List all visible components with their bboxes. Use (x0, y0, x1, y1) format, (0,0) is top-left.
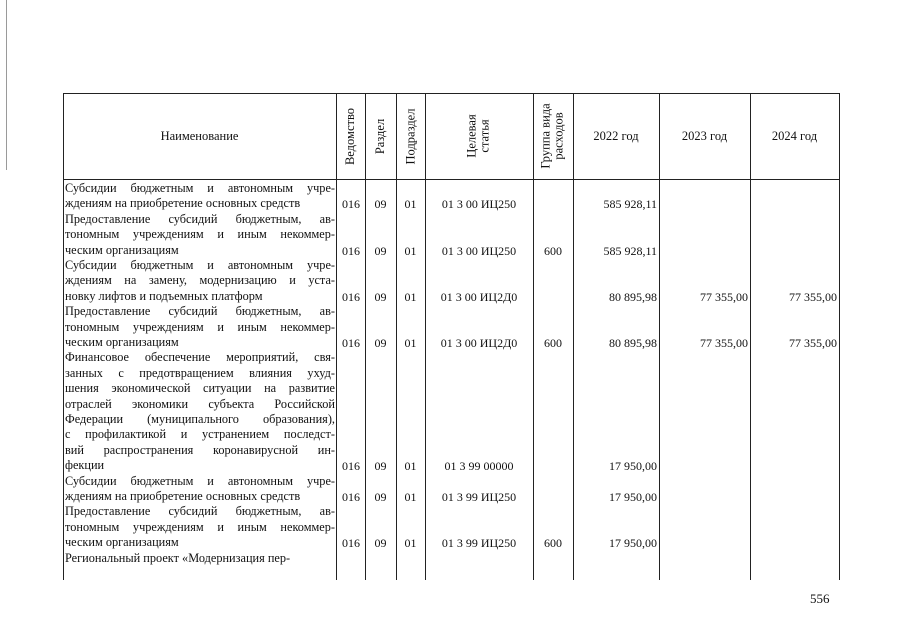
row-name-line: ждениям на замену, модернизацию и уста- (65, 273, 335, 288)
row-name-line: тономным учреждениям и иным некоммер- (65, 319, 335, 334)
header-razdel-text: Раздел (373, 118, 388, 154)
header-2022 (573, 93, 659, 179)
cell-expense-group: 600 (544, 336, 562, 350)
cell-razdel: 09 (374, 536, 387, 551)
cell-target-article: 01 3 99 00000 (444, 459, 514, 474)
header-cs (425, 93, 533, 179)
scan-edge-line (6, 0, 7, 170)
budget-table (63, 93, 840, 580)
cell-podrazdel: 01 (404, 459, 417, 474)
cell-2022: 585 928,11 (603, 197, 657, 212)
cell-2024: 77 355,00 (789, 336, 837, 350)
header-cs-line2: статья (478, 119, 492, 153)
row-name-line: ждениям на приобретение основных средств (65, 488, 301, 503)
page-number: 556 (810, 591, 830, 606)
header-podrazdel-text: Подраздел (403, 108, 417, 164)
row-name-line: Предоставление субсидий бюджетным, ав- (65, 504, 335, 519)
cell-target-article: 01 3 00 ИЦ250 (441, 243, 517, 258)
cell-razdel: 09 (374, 289, 387, 304)
header-ved (336, 93, 365, 179)
cell-razdel: 09 (374, 490, 387, 504)
row-name-line: ческим организациям (65, 242, 179, 257)
row-name-line: Региональный проект «Модернизация пер- (65, 550, 291, 565)
cell-podrazdel: 01 (404, 289, 417, 304)
row-name-line: тономным учреждениям и иным некоммер- (65, 227, 335, 242)
row-name (65, 212, 335, 258)
cell-ved: 016 (342, 336, 360, 350)
row-name (65, 350, 335, 473)
header-cs-line1: Целевая (465, 114, 479, 158)
cell-podrazdel: 01 (404, 336, 417, 350)
row-name-line: занных с предотвращением влияния ухуд- (65, 365, 335, 380)
cell-ved: 016 (342, 536, 360, 551)
cell-target-article: 01 3 00 ИЦ2Д0 (440, 336, 518, 350)
row-name-line: тономным учреждениям и иным некоммер- (65, 519, 335, 534)
header-cs-text (466, 114, 492, 157)
header-razdel (365, 93, 396, 179)
row-name-line: ческим организациям (65, 334, 179, 349)
cell-razdel: 09 (374, 243, 387, 258)
row-name-line: Субсидии бюджетным и автономным учре- (65, 473, 335, 488)
row-name-line: шения экономической ситуации на развитие (65, 381, 335, 396)
header-grp-text (540, 103, 566, 168)
cell-2023: 77 355,00 (700, 289, 748, 304)
row-name-line: Федерации (муниципального образования), (65, 411, 335, 426)
header-name-text: Наименование (160, 128, 239, 143)
row-name (65, 474, 335, 505)
cell-2022: 80 895,98 (609, 289, 657, 304)
cell-2022: 17 950,00 (609, 459, 657, 474)
row-name (65, 181, 335, 212)
cell-2022: 80 895,98 (609, 336, 657, 350)
header-name (63, 93, 336, 179)
header-2023 (659, 93, 750, 179)
cell-2023: 77 355,00 (700, 336, 748, 350)
row-name (65, 551, 335, 566)
row-name-line: Предоставление субсидий бюджетным, ав- (65, 304, 335, 319)
header-2024 (750, 93, 839, 179)
header-2023-text: 2023 год (681, 128, 728, 143)
row-name-line: с профилактикой и устранением последст- (65, 427, 335, 442)
cell-target-article: 01 3 00 ИЦ2Д0 (440, 289, 518, 304)
cell-2022: 17 950,00 (609, 490, 657, 504)
header-podrazdel (396, 93, 425, 179)
cell-podrazdel: 01 (404, 243, 417, 258)
row-name (65, 504, 335, 550)
row-name-line: Субсидии бюджетным и автономным учре- (65, 181, 335, 195)
cell-target-article: 01 3 99 ИЦ250 (441, 536, 517, 551)
cell-target-article: 01 3 00 ИЦ250 (441, 197, 517, 212)
cell-ved: 016 (342, 197, 360, 212)
row-name-line: фекции (65, 458, 105, 473)
header-grp-line2: расходов (552, 112, 567, 160)
row-name-line: Предоставление субсидий бюджетным, ав- (65, 211, 335, 226)
cell-2022: 17 950,00 (609, 536, 657, 551)
cell-2022: 585 928,11 (603, 243, 657, 258)
header-bottom-border (63, 179, 840, 180)
header-grp (533, 93, 573, 179)
row-name-line: отраслей экономики субъекта Российской (65, 396, 335, 411)
row-name-line: новку лифтов и подъемных платформ (65, 288, 263, 303)
header-2024-text: 2024 год (771, 128, 818, 143)
header-2022-text: 2022 год (593, 128, 639, 143)
row-name-line: ческим организациям (65, 535, 179, 550)
row-name-line: вий распространения коронавирусной ин- (65, 442, 335, 457)
header-ved-text: Ведомство (343, 107, 357, 165)
table-right-border (839, 93, 840, 580)
row-name-line: Финансовое обеспечение мероприятий, свя- (65, 350, 335, 365)
cell-target-article: 01 3 99 ИЦ250 (441, 490, 517, 504)
cell-razdel: 09 (374, 336, 387, 350)
row-name-line: ждениям на приобретение основных средств (65, 196, 301, 211)
cell-razdel: 09 (374, 459, 387, 474)
cell-ved: 016 (342, 289, 360, 304)
cell-expense-group: 600 (544, 243, 562, 258)
cell-podrazdel: 01 (404, 197, 417, 212)
row-name (65, 304, 335, 350)
cell-ved: 016 (342, 459, 360, 474)
cell-podrazdel: 01 (404, 490, 417, 504)
cell-ved: 016 (342, 243, 360, 258)
cell-expense-group: 600 (544, 536, 562, 551)
cell-ved: 016 (342, 490, 360, 504)
row-name-line: Субсидии бюджетным и автономным учре- (65, 258, 335, 272)
cell-razdel: 09 (374, 197, 387, 212)
cell-podrazdel: 01 (404, 536, 417, 551)
row-name (65, 258, 335, 304)
header-grp-line1: Группа вида (539, 103, 554, 169)
cell-2024: 77 355,00 (789, 289, 837, 304)
